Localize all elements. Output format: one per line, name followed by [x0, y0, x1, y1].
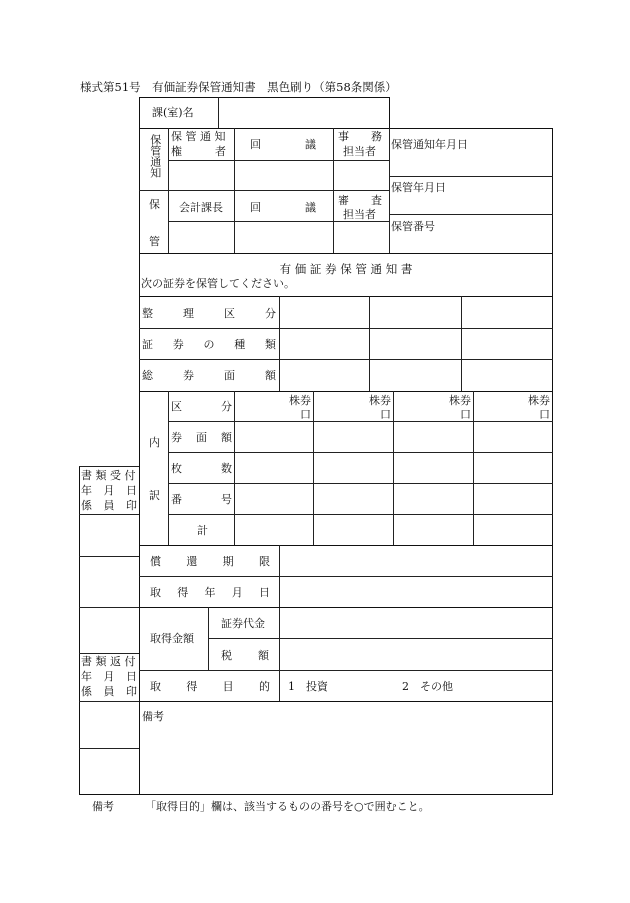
hokan-side-2: 管 — [149, 235, 160, 248]
section-name-field[interactable] — [219, 98, 388, 127]
shinsa-label: 審 査 — [338, 194, 382, 207]
return-staff-label: 係 員 印 — [81, 685, 137, 698]
uchiwake-side-2: 訳 — [149, 489, 160, 502]
bango-label: 番 号 — [171, 493, 232, 506]
col-header-4: 株券 — [528, 394, 550, 407]
storage-number-label: 保管番号 — [391, 220, 435, 233]
zeigaku-label: 税 額 — [221, 649, 269, 662]
col-unit-4: 口 — [539, 408, 550, 421]
return-date-label: 年 月 日 — [81, 670, 137, 683]
notify-authority-label-2: 権 者 — [171, 145, 226, 158]
shutoku-date-label: 取 得 年 月 日 — [150, 586, 270, 599]
jimu-label: 事 務 — [338, 130, 382, 143]
purpose-option-2[interactable]: 2 その他 — [402, 680, 453, 693]
col-header-2: 株券 — [369, 394, 391, 407]
notify-side-label: 保管通知 — [148, 134, 162, 178]
col-unit-2: 口 — [380, 408, 391, 421]
section-name-label: 課(室)名 — [152, 106, 194, 119]
notify-authority-label: 保 管 通 知 — [171, 130, 226, 143]
shutoku-amount-label: 取得金額 — [150, 632, 194, 645]
shinsa-label-2: 担当者 — [343, 208, 376, 221]
shoken-daikin-label: 証券代金 — [221, 617, 265, 630]
kaigi-label-1: 回 議 — [250, 138, 316, 151]
form-subtitle: 次の証券を保管してください。 — [141, 277, 295, 290]
uchiwake-side-1: 内 — [149, 436, 160, 449]
jimu-label-2: 担当者 — [343, 145, 376, 158]
return-title: 書 類 返 付 — [81, 655, 136, 668]
seiri-label: 整 理 区 分 — [142, 307, 276, 320]
receipt-staff-label: 係 員 印 — [81, 499, 137, 512]
notify-date-label: 保管通知年月日 — [391, 138, 468, 151]
kenmen-label: 券 面 額 — [171, 431, 232, 444]
receipt-title: 書 類 受 付 — [81, 469, 136, 482]
col-header-3: 株券 — [449, 394, 471, 407]
sougaku-label: 総 券 面 額 — [142, 369, 276, 382]
shoken-label: 証 券 の 種 類 — [142, 338, 276, 351]
mokuteki-label: 取 得 目 的 — [150, 680, 270, 693]
hokan-side-1: 保 — [149, 198, 160, 211]
kei-label: 計 — [197, 524, 208, 537]
kaigi-label-2: 回 議 — [250, 201, 316, 214]
purpose-option-1[interactable]: 1 投資 — [288, 680, 328, 693]
storage-date-label: 保管年月日 — [391, 181, 446, 194]
col-unit-3: 口 — [460, 408, 471, 421]
receipt-date-label: 年 月 日 — [81, 484, 137, 497]
accountant-label: 会計課長 — [179, 201, 223, 214]
footnote-label: 備考 — [92, 800, 114, 813]
remarks-label: 備考 — [142, 710, 164, 723]
footnote-text: 「取得目的」欄は、該当するものの番号を○で囲むこと。 — [145, 800, 430, 813]
col-unit-1: 口 — [300, 408, 311, 421]
col-header-1: 株券 — [289, 394, 311, 407]
maisu-label: 枚 数 — [171, 462, 232, 475]
form-title: 有 価 証 券 保 管 通 知 書 — [279, 262, 413, 276]
form-header: 様式第51号 有価証券保管通知書 黒色刷り（第58条関係） — [80, 80, 397, 94]
shokan-label: 償 還 期 限 — [150, 555, 270, 568]
kubun-label: 区 分 — [171, 400, 232, 413]
